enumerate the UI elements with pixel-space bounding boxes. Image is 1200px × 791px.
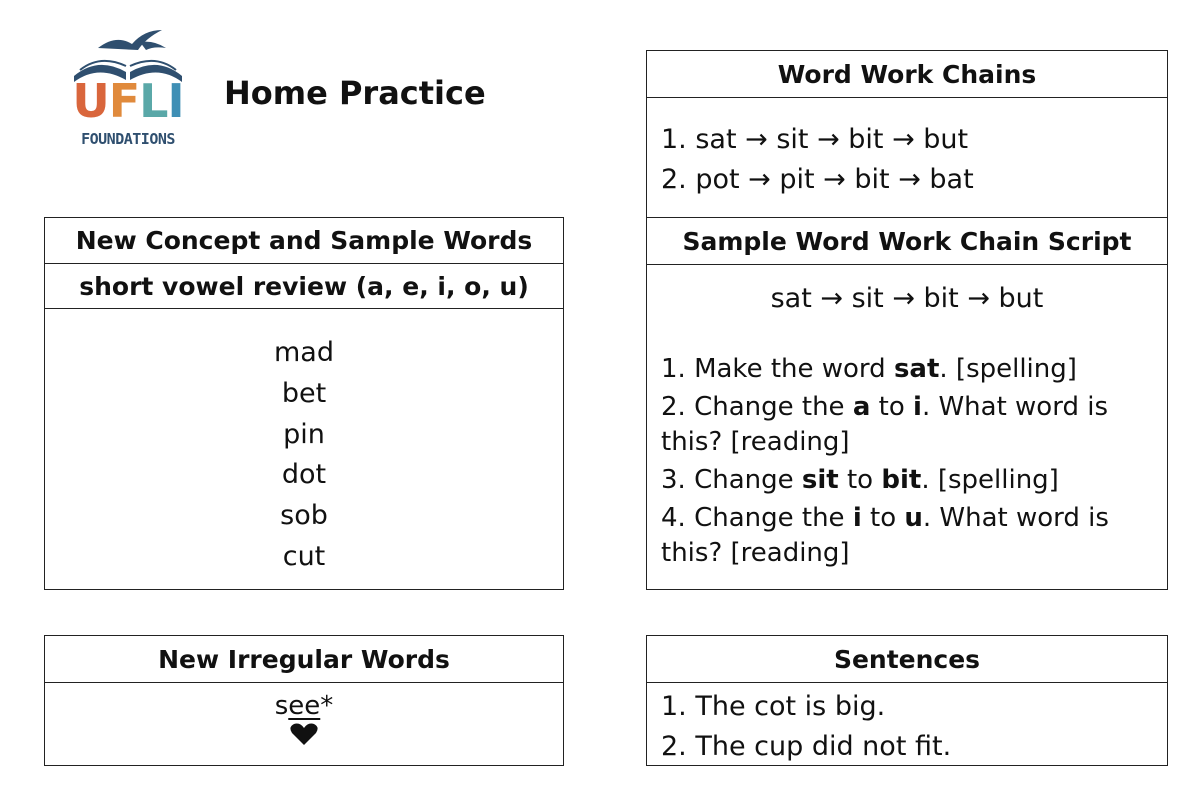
sample-word: cut bbox=[282, 540, 326, 572]
script-step bbox=[661, 390, 1153, 460]
sample-word: pin bbox=[283, 418, 325, 450]
irregular-word-underlined: ee bbox=[288, 691, 321, 721]
step-text: 2. Change the bbox=[661, 392, 853, 422]
logo-letter-l: L bbox=[139, 74, 168, 128]
step-bold: u bbox=[904, 503, 923, 533]
sentences-header: Sentences bbox=[647, 636, 1167, 683]
sample-word: mad bbox=[274, 337, 334, 368]
step-bold: sit bbox=[801, 465, 839, 495]
page-title: Home Practice bbox=[224, 74, 486, 112]
chains-header: Word Work Chains bbox=[647, 51, 1167, 98]
irregular-word-prefix: s bbox=[274, 691, 289, 721]
step-bold: i bbox=[913, 392, 922, 422]
sentences-panel bbox=[646, 635, 1168, 766]
step-text: to bbox=[838, 465, 882, 495]
chain-item: 1. sat → sit → bit → but bbox=[661, 124, 969, 155]
sample-words-list bbox=[45, 309, 563, 578]
step-text: . [spelling] bbox=[939, 354, 1077, 384]
step-text: 4. Change the bbox=[661, 503, 853, 533]
sentence-item: 2. The cup did not fit. bbox=[661, 731, 952, 762]
chains-list bbox=[647, 98, 1167, 200]
logo-letter-f: F bbox=[108, 74, 140, 128]
word-work-chains-panel bbox=[646, 50, 1168, 218]
heart-icon bbox=[290, 723, 318, 745]
step-text: to bbox=[861, 503, 905, 533]
script-step bbox=[661, 463, 1153, 498]
script-chain: sat → sit → bit → but bbox=[770, 283, 1044, 314]
step-text: 3. Change bbox=[661, 465, 802, 495]
chain-script-panel bbox=[646, 217, 1168, 590]
step-text: to bbox=[870, 392, 914, 422]
script-step bbox=[661, 352, 1153, 387]
irregular-header: New Irregular Words bbox=[45, 636, 563, 683]
chain-item: 2. pot → pit → bit → bat bbox=[661, 164, 974, 195]
irregular-words-panel bbox=[44, 635, 564, 766]
logo-wordmark bbox=[68, 74, 188, 128]
step-bold: a bbox=[852, 392, 871, 422]
sentences-list bbox=[647, 683, 1167, 767]
script-header: Sample Word Work Chain Script bbox=[647, 218, 1167, 265]
logo-subtext: FOUNDATIONS bbox=[81, 130, 175, 148]
logo-letter-u: U bbox=[72, 74, 109, 128]
script-step bbox=[661, 501, 1153, 571]
sample-word: bet bbox=[281, 377, 327, 409]
script-steps-list bbox=[647, 314, 1167, 571]
concept-panel bbox=[44, 217, 564, 590]
sample-word: dot bbox=[281, 459, 327, 491]
step-text: . What word is this? [reading] bbox=[661, 392, 1108, 457]
concept-subheader: short vowel review (a, e, i, o, u) bbox=[45, 264, 563, 309]
step-bold: i bbox=[852, 503, 862, 533]
step-bold: bit bbox=[881, 465, 922, 495]
irregular-word bbox=[45, 693, 563, 719]
sample-word: sob bbox=[280, 500, 328, 532]
step-bold: sat bbox=[893, 354, 940, 384]
step-text: . What word is this? [reading] bbox=[661, 503, 1109, 568]
concept-header: New Concept and Sample Words bbox=[45, 218, 563, 264]
sentence-item: 1. The cot is big. bbox=[661, 691, 886, 722]
ufli-logo bbox=[68, 26, 188, 156]
step-text: . [spelling] bbox=[921, 465, 1059, 495]
logo-letter-i: I bbox=[167, 74, 184, 128]
irregular-word-suffix: * bbox=[320, 691, 334, 721]
step-text: 1. Make the word bbox=[661, 354, 894, 384]
